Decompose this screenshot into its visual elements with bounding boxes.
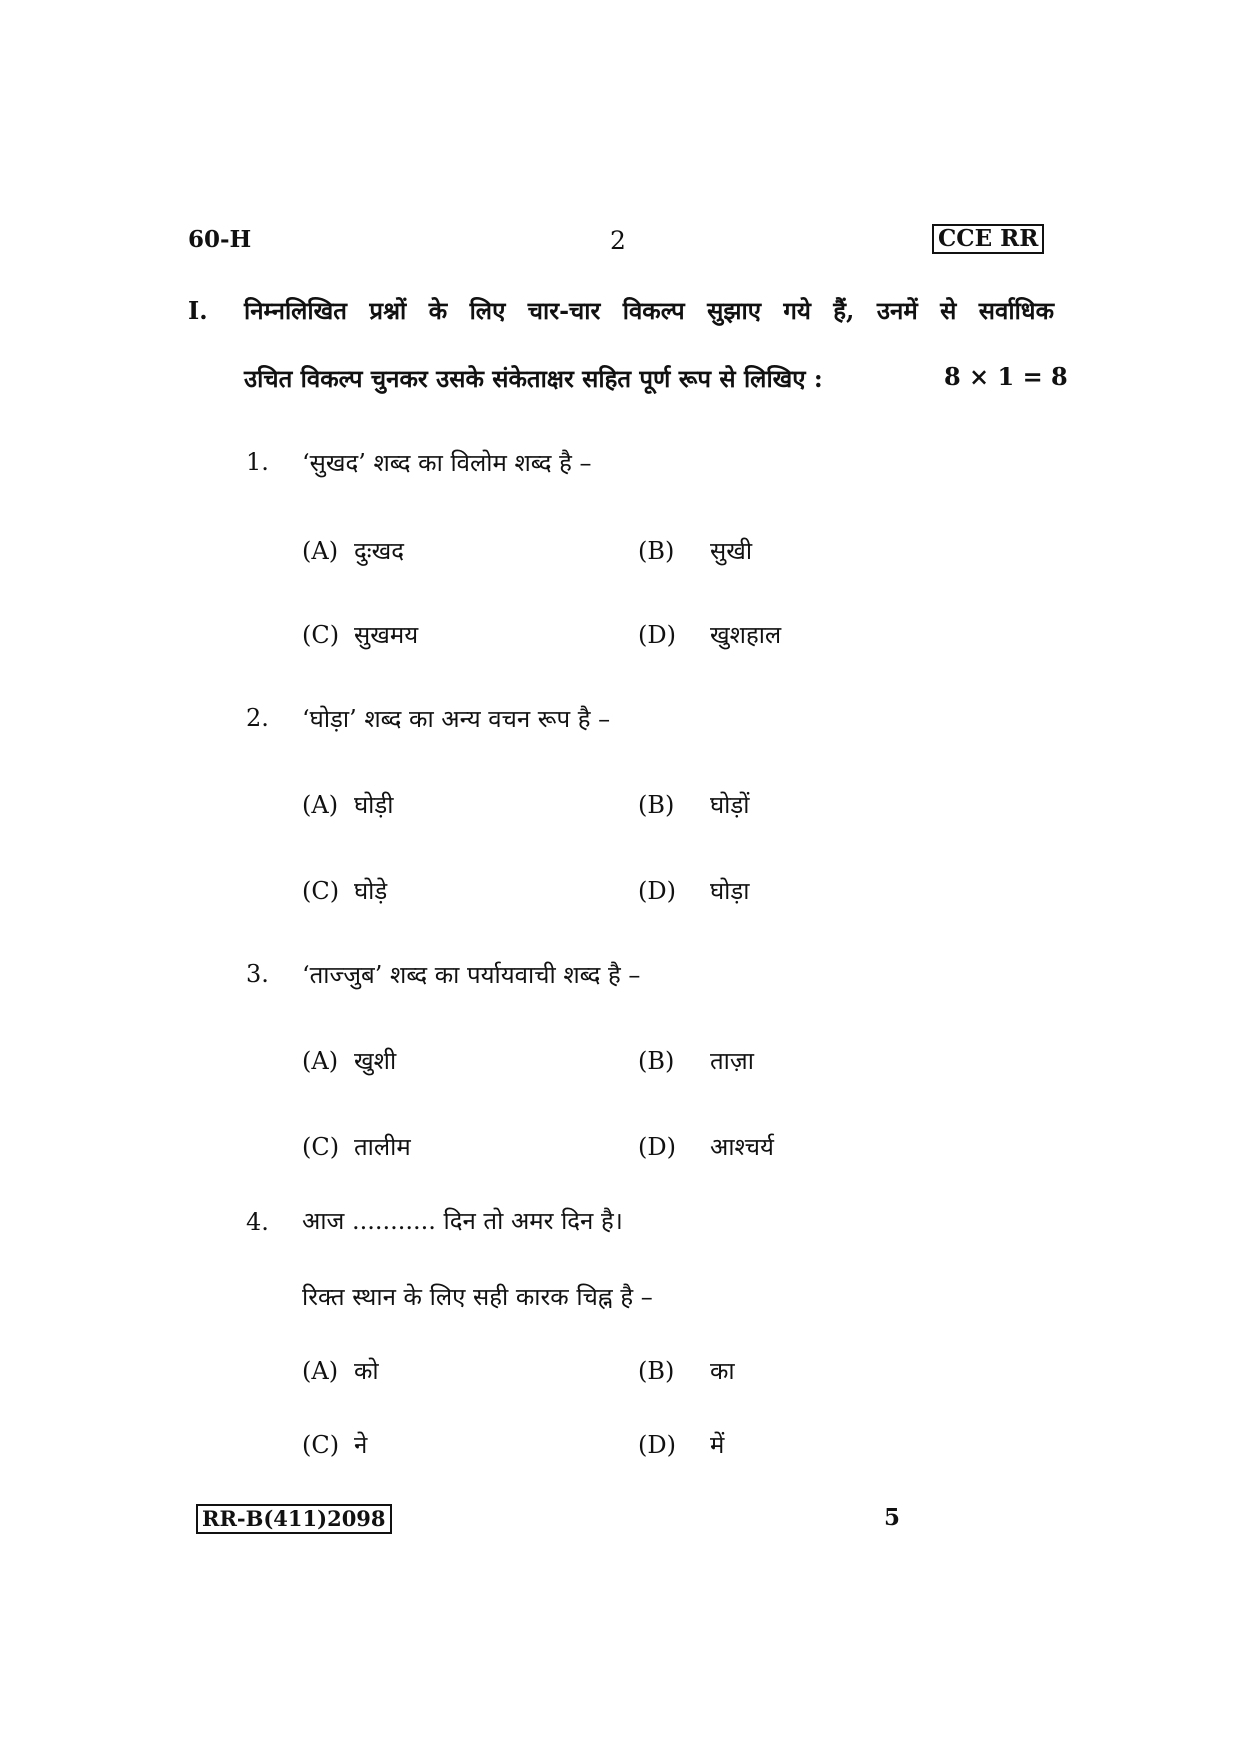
instruction-line-2: उचित विकल्प चुनकर उसके संकेताक्षर सहित पूर्ण रूप से लिखिए : — [244, 364, 823, 393]
option-text: सुखी — [710, 537, 753, 565]
option-label: (A) — [302, 1357, 339, 1385]
option-text: घोड़ी — [354, 791, 394, 819]
option-a — [302, 534, 404, 567]
page-number: 2 — [610, 226, 626, 255]
question-number: 4. — [246, 1208, 269, 1236]
option-d — [638, 874, 749, 907]
option-text: ताज़ा — [710, 1047, 754, 1075]
exam-tag: CCE RR — [932, 224, 1044, 254]
option-text: का — [710, 1357, 735, 1385]
option-label: (C) — [302, 1431, 340, 1459]
sheet-number: 5 — [884, 1504, 901, 1531]
instruction-line-1: निम्नलिखित प्रश्नों के लिए चार-चार विकल्प सुझाए गये हैं, उनमें से सर्वाधिक — [244, 296, 1054, 325]
option-text: घोड़ों — [710, 791, 750, 819]
option-c — [302, 874, 387, 907]
option-label: (A) — [302, 791, 339, 819]
option-label: (D) — [638, 1133, 676, 1161]
option-d — [638, 1130, 774, 1163]
question-subtext: रिक्त स्थान के लिए सही कारक चिह्न है – — [302, 1283, 653, 1311]
option-label: (C) — [302, 877, 340, 905]
option-d — [638, 1428, 724, 1461]
option-label: (B) — [638, 1047, 675, 1075]
option-b — [638, 788, 749, 821]
option-text: खुशहाल — [710, 621, 782, 649]
option-text: घोड़े — [354, 877, 388, 905]
option-label: (D) — [638, 1431, 676, 1459]
question-number: 3. — [246, 960, 269, 988]
option-b — [638, 1354, 735, 1387]
question-text: ‘सुखद’ शब्द का विलोम शब्द है – — [302, 449, 592, 477]
option-c — [302, 1130, 411, 1163]
option-c — [302, 1428, 367, 1461]
option-c — [302, 618, 418, 651]
option-text: घोड़ा — [710, 877, 750, 905]
subject-code: 60-H — [188, 226, 252, 253]
option-b — [638, 1044, 754, 1077]
option-text: दुःखद — [354, 537, 404, 565]
option-label: (C) — [302, 1133, 340, 1161]
option-text: आश्चर्य — [710, 1133, 774, 1161]
option-label: (D) — [638, 621, 676, 649]
option-label: (D) — [638, 877, 676, 905]
option-label: (C) — [302, 621, 340, 649]
option-text: को — [354, 1357, 379, 1385]
option-text: में — [710, 1431, 725, 1459]
option-d — [638, 618, 781, 651]
option-a — [302, 1354, 379, 1387]
option-text: तालीम — [354, 1133, 411, 1161]
option-text: ने — [354, 1431, 368, 1459]
question-text: ‘ताज्जुब’ शब्द का पर्यायवाची शब्द है – — [302, 961, 641, 989]
question-number: 2. — [246, 704, 269, 732]
paper-code: RR-B(411)2098 — [196, 1504, 392, 1534]
option-b — [638, 534, 752, 567]
marks-scheme: 8 × 1 = 8 — [944, 362, 1068, 391]
option-label: (B) — [638, 1357, 675, 1385]
question-text: आज ........... दिन तो अमर दिन है। — [302, 1207, 623, 1235]
question-text: ‘घोड़ा’ शब्द का अन्य वचन रूप है – — [302, 705, 611, 733]
option-a — [302, 1044, 396, 1077]
section-number: I. — [188, 296, 208, 325]
option-label: (A) — [302, 1047, 339, 1075]
option-a — [302, 788, 393, 821]
option-label: (A) — [302, 537, 339, 565]
option-label: (B) — [638, 791, 675, 819]
option-text: खुशी — [354, 1047, 397, 1075]
option-label: (B) — [638, 537, 675, 565]
option-text: सुखमय — [354, 621, 419, 649]
question-number: 1. — [246, 448, 269, 476]
